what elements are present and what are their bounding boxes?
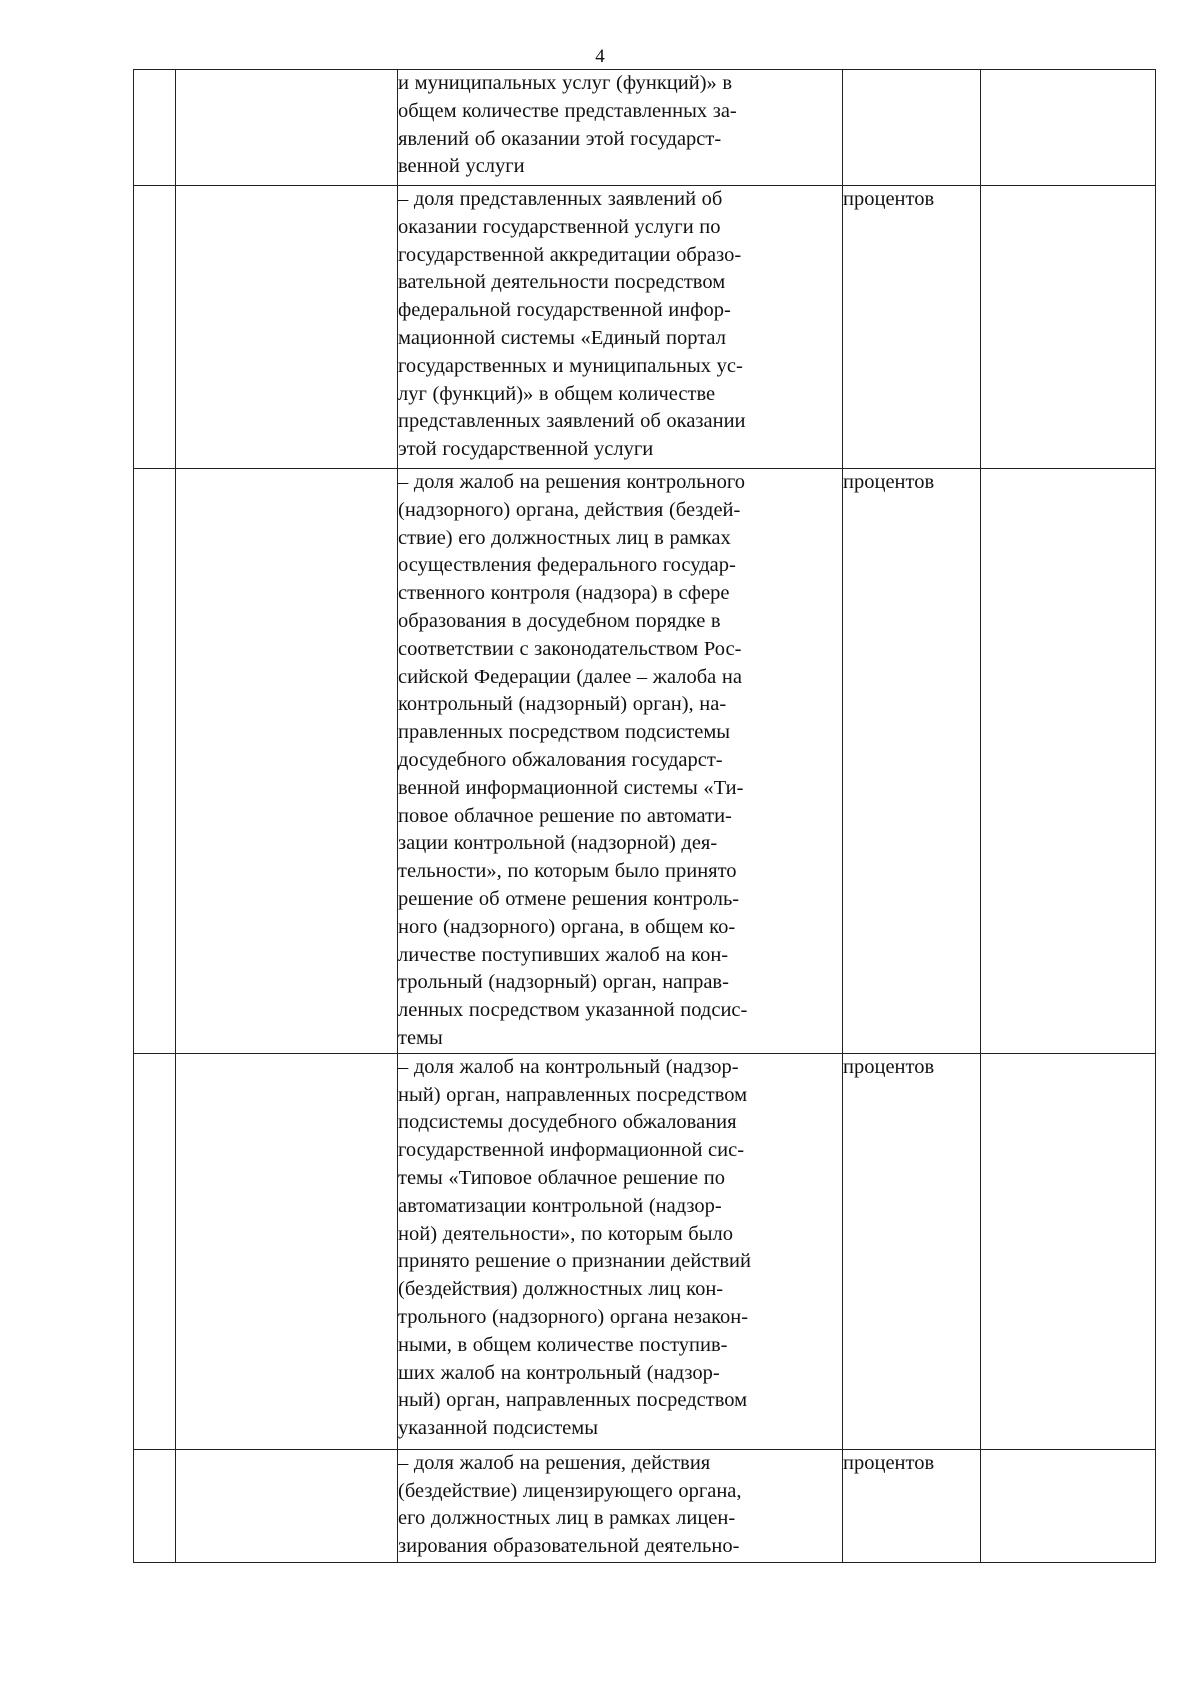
- description-line: ленных посредством указанной подсис-: [398, 999, 748, 1022]
- indicator-description-cell: [398, 186, 843, 469]
- description-line: трольный (надзорный) орган, направ-: [398, 971, 729, 994]
- description-line: представленных заявлений об оказании: [398, 410, 746, 433]
- number-cell: [134, 186, 176, 469]
- description-line: и муниципальных услуг (функций)» в: [398, 72, 733, 94]
- unit-cell: [843, 1449, 981, 1562]
- description-line: (бездействия) должностных лиц кон-: [398, 1278, 724, 1301]
- description-line: общем количестве представленных за-: [398, 99, 737, 122]
- goal-cell: [176, 70, 398, 186]
- description-line: его должностных лиц в рамках лицен-: [398, 1507, 736, 1530]
- unit-label: процентов: [843, 1451, 935, 1474]
- description-line: венной услуги: [398, 155, 525, 178]
- unit-label: процентов: [843, 188, 935, 210]
- description-line: ными, в общем количестве поступив-: [398, 1333, 728, 1356]
- description-line: осуществления федерального государ-: [398, 554, 736, 577]
- description-line: автоматизации контрольной (надзор-: [398, 1194, 722, 1217]
- description-line: государственной информационной сис-: [398, 1139, 745, 1162]
- description-line: (надзорного) органа, действия (бездей-: [398, 498, 741, 521]
- description-line: ный) орган, направленных посредством: [398, 1083, 748, 1106]
- description-line: ствие) его должностных лиц в рамках: [398, 526, 731, 549]
- description-line: – доля жалоб на решения контрольного: [398, 471, 745, 493]
- description-line: явлений об оказании этой государст-: [398, 127, 722, 150]
- description-line: контрольный (надзорный) орган), на-: [398, 693, 727, 716]
- table-row: [134, 469, 1156, 1054]
- unit-label: процентов: [843, 1055, 935, 1078]
- description-line: правленных посредством подсистемы: [398, 721, 731, 744]
- goal-cell: [176, 1449, 398, 1562]
- page-number: 4: [595, 46, 605, 67]
- number-cell: [134, 1053, 176, 1449]
- description-line: личестве поступивших жалоб на кон-: [398, 943, 729, 966]
- description-line: досудебного обжалования государст-: [398, 748, 723, 771]
- description-line: (бездействие) лицензирующего органа,: [398, 1479, 742, 1502]
- value-cell: [981, 1053, 1156, 1449]
- goal-cell: [176, 186, 398, 469]
- description-line: ственного контроля (надзора) в сфере: [398, 582, 730, 605]
- table-row: [134, 186, 1156, 469]
- indicator-description-cell: [398, 1449, 843, 1562]
- description-line: повое облачное решение по автомати-: [398, 804, 732, 827]
- description-line: принято решение о признании действий: [398, 1250, 752, 1273]
- unit-cell: [843, 186, 981, 469]
- indicator-description-cell: [398, 1053, 843, 1449]
- unit-cell: [843, 469, 981, 1054]
- indicator-description-cell: [398, 469, 843, 1054]
- value-cell: [981, 70, 1156, 186]
- indicators-table: [133, 69, 1156, 1563]
- unit-label: процентов: [843, 471, 935, 493]
- description-line: соответствии с законодательством Рос-: [398, 637, 742, 660]
- description-line: тельности», по которым было принято: [398, 860, 737, 883]
- description-line: ного (надзорного) органа, в общем ко-: [398, 915, 736, 938]
- unit-cell: [843, 70, 981, 186]
- description-line: ной) деятельности», по которым было: [398, 1222, 733, 1245]
- value-cell: [981, 186, 1156, 469]
- description-line: венной информационной системы «Ти-: [398, 776, 744, 799]
- description-line: вательной деятельности посредством: [398, 271, 726, 294]
- description-line: указанной подсистемы: [398, 1417, 599, 1440]
- description-line: – доля жалоб на решения, действия: [398, 1451, 711, 1474]
- description-line: темы: [398, 1026, 443, 1049]
- description-line: этой государственной услуги: [398, 438, 654, 461]
- description-line: – доля представленных заявлений об: [398, 188, 723, 210]
- table-row: [134, 1053, 1156, 1449]
- description-line: мационной системы «Единый портал: [398, 326, 726, 349]
- table-row: [134, 1449, 1156, 1562]
- indicator-description-cell: [398, 70, 843, 186]
- description-line: сийской Федерации (далее – жалоба на: [398, 665, 742, 688]
- description-line: ших жалоб на контрольный (надзор-: [398, 1361, 720, 1384]
- description-line: федеральной государственной инфор-: [398, 299, 731, 322]
- number-cell: [134, 70, 176, 186]
- goal-cell: [176, 469, 398, 1054]
- description-line: государственных и муниципальных ус-: [398, 354, 743, 377]
- number-cell: [134, 469, 176, 1054]
- goal-cell: [176, 1053, 398, 1449]
- value-cell: [981, 469, 1156, 1054]
- description-line: образования в досудебном порядке в: [398, 609, 721, 632]
- number-cell: [134, 1449, 176, 1562]
- description-line: подсистемы досудебного обжалования: [398, 1111, 737, 1134]
- value-cell: [981, 1449, 1156, 1562]
- description-line: трольного (надзорного) органа незакон-: [398, 1305, 749, 1328]
- description-line: зации контрольной (надзорной) дея-: [398, 832, 718, 855]
- table-row: [134, 70, 1156, 186]
- description-line: решение об отмене решения контроль-: [398, 887, 740, 910]
- unit-cell: [843, 1053, 981, 1449]
- description-line: – доля жалоб на контрольный (надзор-: [398, 1055, 739, 1078]
- description-line: ный) орган, направленных посредством: [398, 1389, 748, 1412]
- description-line: государственной аккредитации образо-: [398, 243, 742, 266]
- description-line: оказании государственной услуги по: [398, 215, 721, 238]
- description-line: темы «Типовое облачное решение по: [398, 1166, 725, 1189]
- description-line: луг (функций)» в общем количестве: [398, 382, 716, 405]
- description-line: зирования образовательной деятельно-: [398, 1535, 740, 1558]
